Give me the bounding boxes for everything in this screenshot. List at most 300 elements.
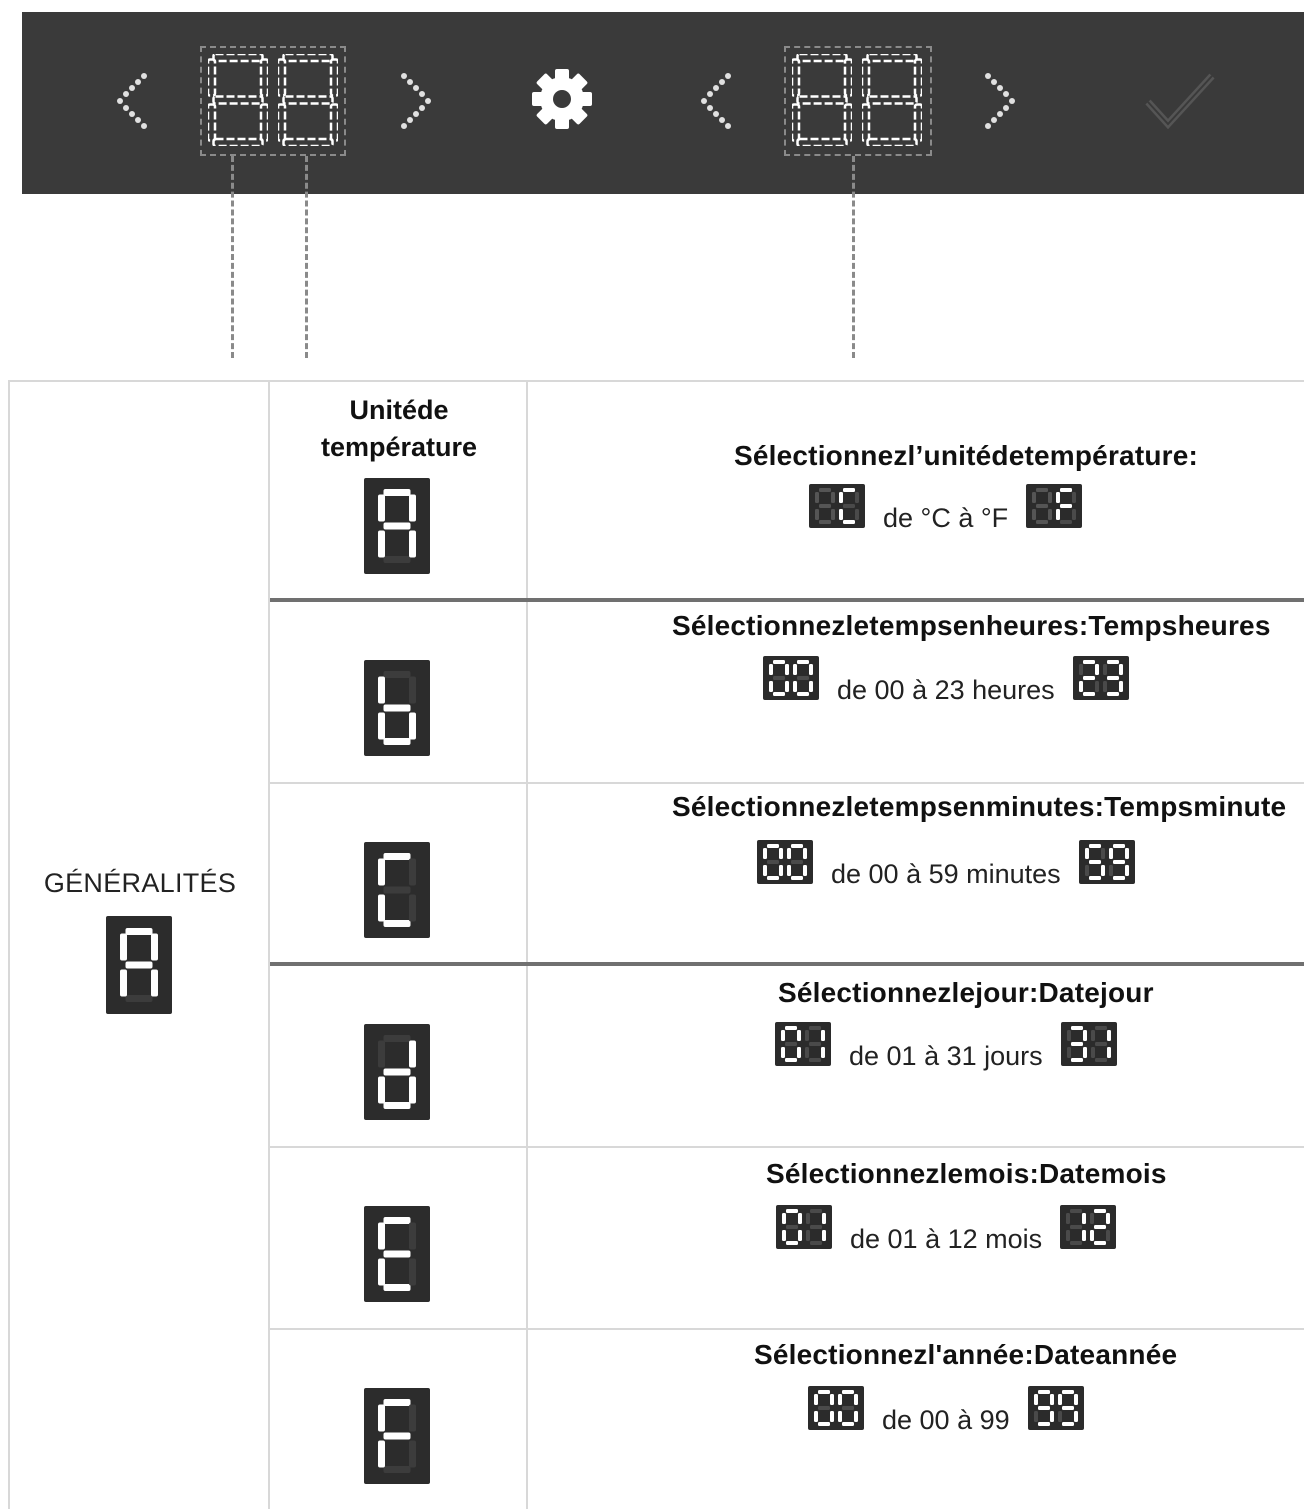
segment [818,1422,830,1426]
segment [797,692,809,696]
segment [1095,1058,1107,1062]
segment [1079,681,1083,692]
segment [1048,492,1052,503]
segment [1048,509,1052,520]
segment [1062,1422,1074,1426]
segment [773,676,785,680]
segment [786,1225,798,1229]
row-title: Sélectionnezl'année:Dateannée [754,1339,1178,1370]
segment [791,876,803,880]
row-divider [270,1328,1304,1330]
segment [839,492,843,503]
seven-segment-digit [1103,660,1123,696]
segment [1125,865,1129,876]
segment [810,1225,822,1229]
segment [409,1441,416,1468]
segment [1119,664,1123,675]
segment [384,1069,411,1076]
chevron-left-icon [114,70,154,132]
segment [767,860,779,864]
segment [1095,681,1099,692]
check-icon [1142,68,1218,132]
segment [843,520,855,524]
segment [1089,844,1101,848]
seven-segment-digit [781,1026,801,1062]
segment [1056,492,1060,503]
segment [1058,1411,1062,1422]
segment [384,556,411,563]
segment [378,895,385,922]
segment [1082,1213,1086,1224]
segment [809,1058,821,1062]
row-divider [270,1146,1304,1148]
row-code-tile [364,1388,430,1484]
segment [1107,692,1119,696]
segment [331,60,338,96]
segment [767,876,779,880]
segment [792,105,799,141]
segment [797,1030,801,1041]
segment [378,677,385,704]
confirm-button[interactable] [1142,68,1218,137]
column-header-line: température [320,432,478,462]
segment [1089,876,1101,880]
segment [842,1406,854,1410]
range-end-display [1028,1386,1084,1430]
segment [803,865,807,876]
segment [785,1058,797,1062]
segment [810,1209,822,1213]
segment [1085,865,1089,876]
range-end-display [1026,484,1082,528]
segment [409,1405,416,1432]
left-prev-button[interactable] [114,70,154,132]
segment [261,105,268,141]
segment [1083,1030,1087,1041]
seven-segment-digit [1032,488,1052,524]
segment [284,97,333,104]
segment [409,895,416,922]
segment [809,681,813,692]
row-title: Sélectionnezl’unitédetempérature: [734,440,1199,471]
segment [278,105,285,141]
segment [818,1390,830,1394]
segment [1036,504,1048,508]
segment [1032,492,1036,503]
segment [821,1030,825,1041]
segment [384,1433,411,1440]
segment [763,848,767,859]
range-text: de 00 à 99 [882,1405,1010,1435]
segment [378,1441,385,1468]
segment [822,1230,826,1241]
row-code-tile [364,1206,430,1302]
segment [1032,509,1036,520]
segment [1095,1026,1107,1030]
segment [798,1230,802,1241]
segment [838,1394,842,1405]
right-prev-button[interactable] [698,70,738,132]
segment [1050,1411,1054,1422]
segment [120,934,127,961]
segment [779,848,783,859]
segment [773,660,785,664]
segment [378,859,385,886]
segment [1085,848,1089,859]
segment [767,844,779,848]
seven-segment-digit [782,1209,802,1245]
segment [1083,692,1095,696]
segment [1106,1213,1110,1224]
segment [1113,860,1125,864]
segment [1038,1390,1050,1394]
range-text: de 00 à 23 heures [837,675,1055,705]
segment [787,865,791,876]
segment [1107,676,1119,680]
segment [1094,1209,1106,1213]
segment [1113,844,1125,848]
segment [1089,860,1101,864]
segment [126,962,153,969]
segment [1083,676,1095,680]
row-divider [270,782,1304,784]
segment [868,97,917,104]
segment [214,97,263,104]
segment [854,1394,858,1405]
segment [792,60,799,96]
segment [793,664,797,675]
segment [1106,1230,1110,1241]
row-title: Sélectionnezlemois:Datemois [766,1158,1167,1189]
segment [862,60,869,96]
seven-segment-digit [208,54,268,146]
segment [409,859,416,886]
seven-segment-digit [1079,660,1099,696]
row-title: Sélectionnezletempsenminutes:Tempsminute [672,791,1287,822]
right-next-button[interactable] [978,70,1018,132]
segment [384,523,411,530]
segment [1072,492,1076,503]
segment [786,1209,798,1213]
row-divider [270,962,1304,966]
range-start-display [757,840,813,884]
segment [1095,664,1099,675]
range-text: de 00 à 59 minutes [831,859,1061,889]
range-start-display [776,1205,832,1249]
segment [786,1241,798,1245]
segment [1060,520,1072,524]
segment [409,677,416,704]
segment [1058,1394,1062,1405]
range-end-display [1073,656,1129,700]
range-text: de °C à °F [883,503,1009,533]
segment [868,54,917,61]
segment [803,848,807,859]
left-next-button[interactable] [394,70,434,132]
segment [378,1077,385,1104]
segment [1071,1058,1083,1062]
segment [838,1411,842,1422]
row-range [776,1205,1116,1254]
segment [793,681,797,692]
segment [1094,1225,1106,1229]
segment [384,1284,411,1291]
seven-segment-digit [1085,844,1105,880]
segment [814,1394,818,1405]
segment [791,860,803,864]
segment [384,1035,411,1042]
segment [915,105,922,141]
segment [831,509,835,520]
seven-segment-digit [1056,488,1076,524]
table-divider [268,382,270,1509]
segment [1034,1394,1038,1405]
control-panel [22,12,1304,194]
segment [384,705,411,712]
row-code-tile [364,842,430,938]
seven-segment-digit [787,844,807,880]
segment [809,1042,821,1046]
segment [151,970,158,997]
segment [787,848,791,859]
row-code-tile [364,478,430,574]
settings-button[interactable] [530,67,594,136]
segment [1109,865,1113,876]
segment [384,920,411,927]
guide-line-digit-3 [852,156,855,358]
segment [214,139,263,146]
segment [261,60,268,96]
chevron-left-icon [698,70,738,132]
segment [1067,1030,1071,1041]
seven-segment-digit [278,54,338,146]
segment [1095,1042,1107,1046]
segment [1074,1411,1078,1422]
segment [1067,1047,1071,1058]
segment [915,60,922,96]
range-end-display [1079,840,1135,884]
segment [1072,509,1076,520]
segment [409,1077,416,1104]
segment [409,713,416,740]
segment [378,1041,385,1068]
range-start-display [775,1022,831,1066]
segment [384,853,411,860]
segment [409,1223,416,1250]
segment [126,995,153,1002]
segment [378,1223,385,1250]
seven-segment-digit [838,1390,858,1426]
segment [378,495,385,522]
segment [1113,876,1125,880]
segment [1091,1047,1095,1058]
range-end-display [1061,1022,1117,1066]
gear-icon [530,67,594,131]
seven-segment-digit [1091,1026,1111,1062]
seven-segment-digit [1109,844,1129,880]
segment [818,1406,830,1410]
seven-segment-digit [1090,1209,1110,1245]
segment [822,1213,826,1224]
segment [409,1041,416,1068]
segment [1109,848,1113,859]
segment [769,664,773,675]
segment [384,1217,411,1224]
guide-line-digit-2 [305,156,308,358]
seven-segment-digit [862,54,922,146]
segment [378,1405,385,1432]
segment [1036,488,1048,492]
segment [763,865,767,876]
section-label: GÉNÉRALITÉS [43,868,237,898]
segment [1101,865,1105,876]
seven-segment-digit [378,671,416,745]
segment [1101,848,1105,859]
right-display [792,54,922,146]
seven-segment-digit [1058,1390,1078,1426]
segment [797,1047,801,1058]
segment [809,1026,821,1030]
segment [819,504,831,508]
segment [1071,1042,1083,1046]
segment [1107,1047,1111,1058]
segment [806,1230,810,1241]
section-code-tile [106,916,172,1014]
segment [1090,1230,1094,1241]
segment [384,738,411,745]
segment [830,1394,834,1405]
segment [1094,1241,1106,1245]
segment [1070,1209,1082,1213]
segment [1038,1406,1050,1410]
segment [798,97,847,104]
segment [1083,1047,1087,1058]
segment [1062,1390,1074,1394]
segment [208,60,215,96]
segment [384,1399,411,1406]
segment [1079,664,1083,675]
segment [384,1251,411,1258]
seven-segment-digit [814,1390,834,1426]
segment [821,1047,825,1058]
seven-segment-digit [805,1026,825,1062]
segment [120,970,127,997]
segment [1107,1030,1111,1041]
row-range [808,1386,1084,1435]
segment [278,60,285,96]
segment [845,105,852,141]
row-divider [270,598,1304,602]
segment [331,105,338,141]
segment [409,1259,416,1286]
segment [1070,1241,1082,1245]
segment [862,105,869,141]
segment [798,54,847,61]
segment [151,934,158,961]
range-start-display [809,484,865,528]
segment [214,54,263,61]
segment [785,664,789,675]
segment [842,1390,854,1394]
segment [831,492,835,503]
row-title: Sélectionnezlejour:Datejour [778,977,1154,1008]
seven-segment-digit [378,1035,416,1109]
segment [806,1213,810,1224]
segment [378,531,385,558]
segment [378,713,385,740]
seven-segment-digit [378,1217,416,1291]
segment [779,865,783,876]
segment [830,1411,834,1422]
column-header-line: Unitéde [349,395,449,425]
segment [809,664,813,675]
segment [805,1047,809,1058]
segment [1090,1213,1094,1224]
seven-segment-digit [378,853,416,927]
row-title: Sélectionnezletempsenheures:Tempsheures [672,610,1271,641]
segment [1071,1026,1083,1030]
segment [843,504,855,508]
segment [868,139,917,146]
range-text: de 01 à 31 jours [849,1041,1043,1071]
segment [785,681,789,692]
range-text: de 01 à 12 mois [850,1224,1043,1254]
chevron-right-icon [394,70,434,132]
segment [1074,1394,1078,1405]
row-code-tile [364,1024,430,1120]
segment [1070,1225,1082,1229]
segment [781,1047,785,1058]
guide-line-digit-1 [231,156,234,358]
seven-segment-digit [763,844,783,880]
left-display [208,54,338,146]
segment [791,844,803,848]
range-start-display [808,1386,864,1430]
column-header [270,392,528,466]
segment [384,887,411,894]
segment [1082,1230,1086,1241]
segment [1103,681,1107,692]
segment [819,520,831,524]
segment [1066,1213,1070,1224]
seven-segment-digit [815,488,835,524]
row-range [775,1022,1117,1071]
segment [1119,681,1123,692]
table-divider [526,382,528,1509]
segment [409,531,416,558]
segment [815,492,819,503]
segment [797,676,809,680]
seven-segment-digit [839,488,859,524]
segment [1091,1030,1095,1041]
segment [842,1422,854,1426]
seven-segment-digit [1067,1026,1087,1062]
segment [1066,1230,1070,1241]
segment [782,1213,786,1224]
segment [814,1411,818,1422]
segment [815,509,819,520]
segment [1050,1394,1054,1405]
range-start-display [763,656,819,700]
segment [785,1026,797,1030]
segment [1038,1422,1050,1426]
segment [855,509,859,520]
segment [384,1102,411,1109]
segment [384,671,411,678]
row-range [757,840,1135,889]
segment [1056,509,1060,520]
row-code-tile [364,660,430,756]
